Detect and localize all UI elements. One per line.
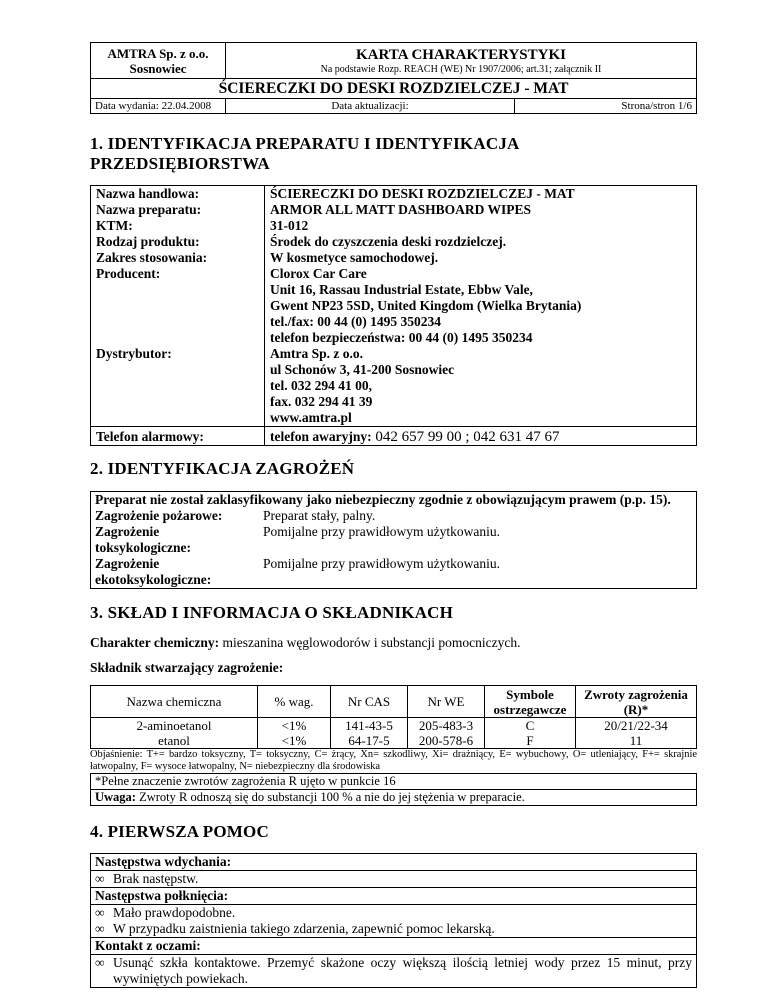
alarm-numbers: 042 657 99 00 ; 042 631 47 67 <box>371 429 560 445</box>
list-item <box>91 921 696 938</box>
r-phrases-note: *Pełne znaczenie zwrotów zagrożenia R ujęto w punkcie 16 <box>91 774 696 790</box>
chemical-character-value: mieszanina węglowodorów i substancji pomocniczych. <box>219 635 521 650</box>
distributor-line: ul Schonów 3, 41-200 Sosnowiec <box>270 362 455 377</box>
issue-date: Data wydania: 22.04.2008 <box>91 99 226 114</box>
bullet-icon: ∞ <box>95 871 105 886</box>
cell: 200-578-6 <box>408 733 485 749</box>
label-alarm: Telefon alarmowy: <box>91 427 265 446</box>
value-prep-name: ARMOR ALL MATT DASHBOARD WIPES <box>270 202 532 217</box>
cell: <1% <box>258 718 331 734</box>
distributor-line: www.amtra.pl <box>270 410 352 425</box>
values-column <box>265 186 697 427</box>
col-cas: Nr CAS <box>331 686 408 718</box>
col-we: Nr WE <box>408 686 485 718</box>
list-item-text: Brak następstw. <box>113 871 199 886</box>
producer-line: Clorox Car Care <box>270 266 367 281</box>
company-cell <box>91 43 226 79</box>
section2-title: 2. IDENTYFIKACJA ZAGROŻEŃ <box>90 459 355 478</box>
label-trade-name: Nazwa handlowa: <box>96 186 200 201</box>
label-use: Zakres stosowania: <box>96 250 208 265</box>
bullet-icon: ∞ <box>95 905 105 920</box>
update-date: Data aktualizacji: <box>226 99 515 114</box>
label-distributor: Dystrybutor: <box>96 346 172 361</box>
bullet-icon: ∞ <box>95 921 105 936</box>
list-item <box>91 905 696 921</box>
distributor-line: tel. 032 294 41 00, <box>270 378 372 393</box>
value-trade-name: ŚCIERECZKI DO DESKI ROZDZIELCZEJ - MAT <box>270 186 575 201</box>
bullet-icon: ∞ <box>95 955 105 970</box>
document-page <box>90 42 697 988</box>
identification-table <box>90 185 697 446</box>
cell: 20/21/22-34 <box>576 718 697 734</box>
col-chem-name: Nazwa chemiczna <box>91 686 258 718</box>
hazard-component-label: Składnik stwarzający zagrożenie: <box>90 660 284 675</box>
cell: C <box>485 718 576 734</box>
table-row <box>91 733 697 749</box>
alarm-value <box>265 427 697 446</box>
concentration-note <box>91 790 696 805</box>
distributor-line: Amtra Sp. z o.o. <box>270 346 363 361</box>
first-aid-box <box>90 853 697 988</box>
hazards-box <box>90 491 697 589</box>
value-product-type: Środek do czyszczenia deski rozdzielczej. <box>270 234 507 249</box>
cell: 11 <box>576 733 697 749</box>
inhalation-label: Następstwa wdychania: <box>91 854 696 871</box>
col-r-phrases: Zwroty zagrożenia (R)* <box>576 686 697 718</box>
note-label: Uwaga: <box>95 790 136 804</box>
producer-line: telefon bezpieczeństwa: 00 44 (0) 1495 350234 <box>270 330 533 345</box>
ecotox-hazard-value: Pomijalne przy prawidłowym użytkowaniu. <box>263 556 500 571</box>
note-value: Zwroty R odnoszą się do substancji 100 % a nie do jej stężenia w preparacie. <box>135 790 525 804</box>
document-header <box>90 42 697 114</box>
labels-column <box>91 186 265 427</box>
alarm-label: telefon awaryjny: <box>270 429 372 444</box>
cell: 205-483-3 <box>408 718 485 734</box>
cell: 64-17-5 <box>331 733 408 749</box>
label-prep-name: Nazwa preparatu: <box>96 202 202 217</box>
hazards-table <box>91 508 696 588</box>
section3-title: 3. SKŁAD I INFORMACJA O SKŁADNIKACH <box>90 603 454 622</box>
notes-box <box>90 773 697 806</box>
ecotox-hazard-label: Zagrożenie ekotoksykologiczne: <box>95 556 212 587</box>
cell: 141-43-5 <box>331 718 408 734</box>
page-number: Strona/stron 1/6 <box>515 99 697 114</box>
label-producer: Producent: <box>96 266 161 281</box>
distributor-block <box>270 346 691 426</box>
product-title: ŚCIERECZKI DO DESKI ROZDZIELCZEJ - MAT <box>91 79 697 99</box>
cell: <1% <box>258 733 331 749</box>
producer-line: Unit 16, Rassau Industrial Estate, Ebbw Vale, <box>270 282 533 297</box>
ingestion-label: Następstwa połknięcia: <box>91 888 696 905</box>
list-item <box>91 955 696 987</box>
list-item <box>91 871 696 888</box>
tox-hazard-label: Zagrożenie toksykologiczne: <box>95 524 191 555</box>
label-ktm: KTM: <box>96 218 133 233</box>
chemical-character-label: Charakter chemiczny: <box>90 635 220 650</box>
hazards-intro: Preparat nie został zaklasyfikowany jako niebezpieczny zgodnie z obowiązującym prawem (p.p. 15). <box>95 492 671 507</box>
regulation-basis: Na podstawie Rozp. REACH (WE) Nr 1907/2006; art.31; załącznik II <box>320 64 602 75</box>
list-item-text: W przypadku zaistnienia takiego zdarzenia, zapewnić pomoc lekarską. <box>113 921 495 936</box>
tox-hazard-value: Pomijalne przy prawidłowym użytkowaniu. <box>263 524 500 539</box>
card-title: KARTA CHARAKTERYSTYKI <box>356 47 566 63</box>
section4-title: 4. PIERWSZA POMOC <box>90 822 269 841</box>
composition-table <box>90 685 697 749</box>
company-city: Sosnowiec <box>129 60 187 76</box>
cell: F <box>485 733 576 749</box>
eye-contact-label: Kontakt z oczami: <box>91 938 696 955</box>
label-product-type: Rodzaj produktu: <box>96 234 200 249</box>
list-item-text: Mało prawdopodobne. <box>113 905 236 920</box>
symbols-explanation: Objaśnienie: T+= bardzo toksyczny, T= toksyczny, C= żrący, Xn= szkodliwy, Xi= drażniący, E= wybuchowy, O= utleniający, F+= skrajnie łatwopalny, F= wysoce łatwopalny, N= niebezpieczny dla środowiska <box>90 749 697 772</box>
distributor-line: fax. 032 294 41 39 <box>270 394 373 409</box>
value-use: W kosmetyce samochodowej. <box>270 250 439 265</box>
card-title-cell <box>226 43 697 79</box>
producer-line: Gwent NP23 5SD, United Kingdom (Wielka Brytania) <box>270 298 582 313</box>
cell: 2-aminoetanol <box>91 718 258 734</box>
fire-hazard-label: Zagrożenie pożarowe: <box>95 508 223 523</box>
fire-hazard-value: Preparat stały, palny. <box>263 508 376 523</box>
value-ktm: 31-012 <box>270 218 309 233</box>
section1-title: 1. IDENTYFIKACJA PREPARATU I IDENTYFIKACJA PRZEDSIĘBIORSTWA <box>90 134 519 173</box>
producer-line: tel./fax: 00 44 (0) 1495 350234 <box>270 314 441 329</box>
producer-block <box>270 266 691 346</box>
cell: etanol <box>91 733 258 749</box>
col-weight: % wag. <box>258 686 331 718</box>
company-name: AMTRA Sp. z o.o. <box>107 45 209 61</box>
table-row <box>91 718 697 734</box>
chemical-character <box>90 635 697 651</box>
col-symbols: Symbole ostrzegawcze <box>485 686 576 718</box>
list-item-text: Usunąć szkła kontaktowe. Przemyć skażone oczy większą ilością letniej wody przez 15 minut, przy wywiniętych powiekach. <box>113 955 692 986</box>
